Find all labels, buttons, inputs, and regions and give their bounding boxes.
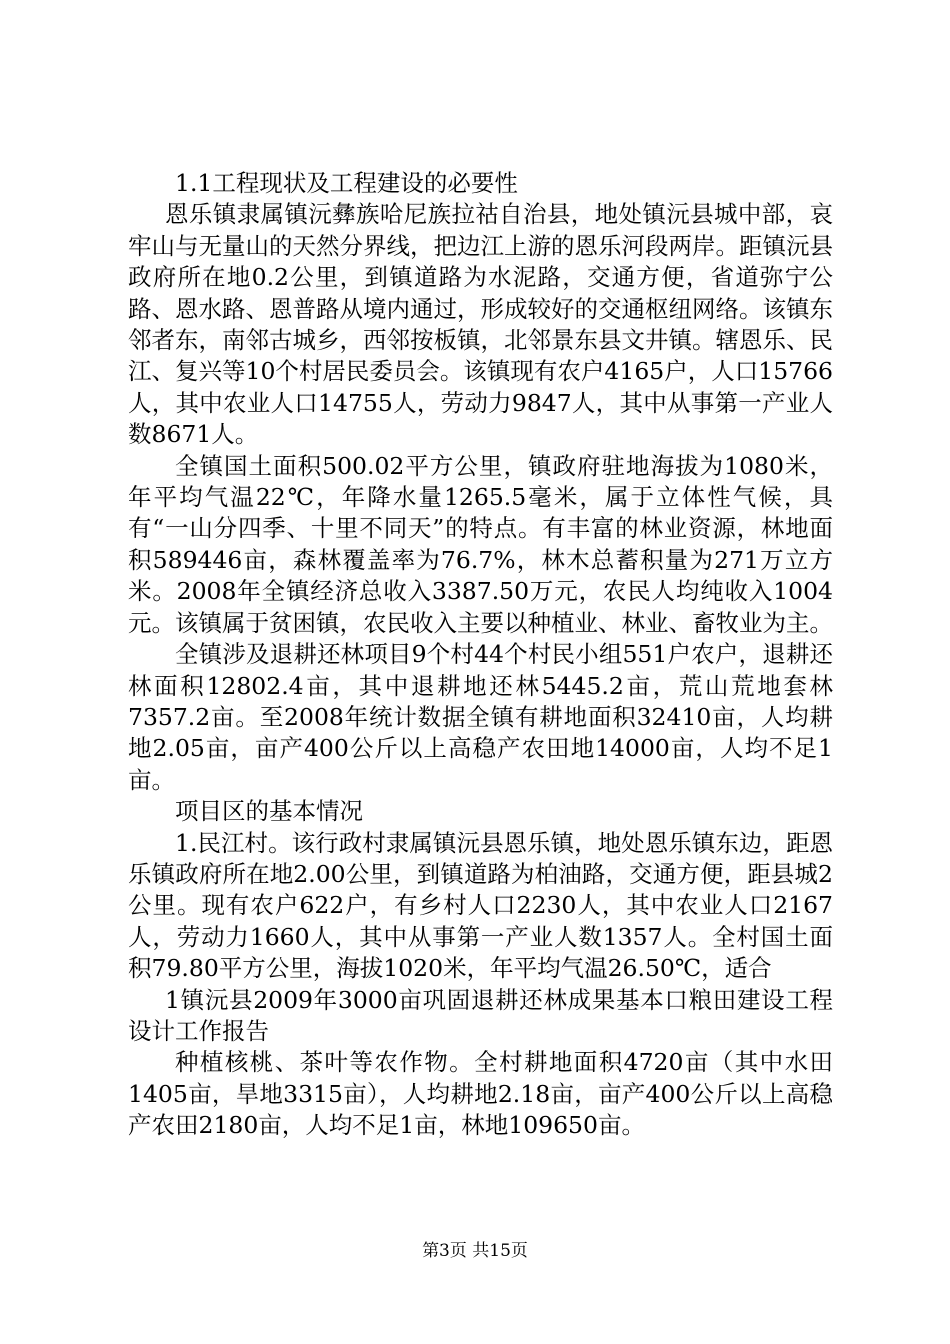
paragraph-town-overview: 恩乐镇隶属镇沅彝族哈尼族拉祜自治县，地处镇沅县城中部，哀牢山与无量山的天然分界线，把边江上游的恩乐河段两岸。距镇沅县政府所在地0.2公里，到镇道路为水泥路，交通方便，省道弥宁公路、恩水路、恩普路从境内通过，形成较好的交通枢纽网络。该镇东邻者东，南邻古城乡，西邻按板镇，北邻景东县文井镇。辖恩乐、民江、复兴等10个村居民委员会。该镇现有农户4165户，人口15766人，其中农业人口14755人，劳动力9847人，其中从事第一产业人数8671人。: [128, 200, 833, 449]
paragraph-minjiang-village: 1.民江村。该行政村隶属镇沅县恩乐镇，地处恩乐镇东边，距恩乐镇政府所在地2.00公里，到镇道路为柏油路，交通方便，距县城2公里。现有农户622户，有乡村人口2230人，其中农业人口2167人，劳动力1660人，其中从事第一产业人数1357人。全村国土面积79.80平方公里，海拔1020米，年平均气温26.50℃，适合: [128, 828, 833, 983]
section-heading: 1.1工程现状及工程建设的必要性: [175, 169, 518, 197]
paragraph-reforestation: 全镇涉及退耕还林项目9个村44个村民小组551户农户，退耕还林面积12802.4亩，其中退耕地还林5445.2亩，荒山荒地套林7357.2亩。至2008年统计数据全镇有耕地面积32410亩，人均耕地2.05亩，亩产400公斤以上高稳产农田地14000亩，人均不足1亩。: [128, 640, 833, 794]
subsection-heading: 项目区的基本情况: [175, 797, 363, 826]
document-body: [128, 168, 833, 1142]
paragraph-continuation: 种植核桃、茶叶等农作物。全村耕地面积4720亩（其中水田1405亩，旱地3315亩），人均耕地2.18亩，亩产400公斤以上高稳产农田2180亩，人均不足1亩，林地109650亩。: [128, 1048, 833, 1140]
running-title: 1镇沅县2009年3000亩巩固退耕还林成果基本口粮田建设工程设计工作报告: [128, 985, 833, 1045]
page-number-footer: 第3页 共15页: [422, 1241, 528, 1261]
paragraph-land-climate: 全镇国土面积500.02平方公里，镇政府驻地海拔为1080米，年平均气温22℃，年降水量1265.5毫米，属于立体性气候，具有“一山分四季、十里不同天”的特点。有丰富的林业资源，林地面积589446亩，森林覆盖率为76.7%，林木总蓄积量为271万立方米。2008年全镇经济总收入3387.50万元，农民人均纯收入1004元。该镇属于贫困镇，农民收入主要以种植业、林业、畜牧业为主。: [128, 451, 833, 637]
